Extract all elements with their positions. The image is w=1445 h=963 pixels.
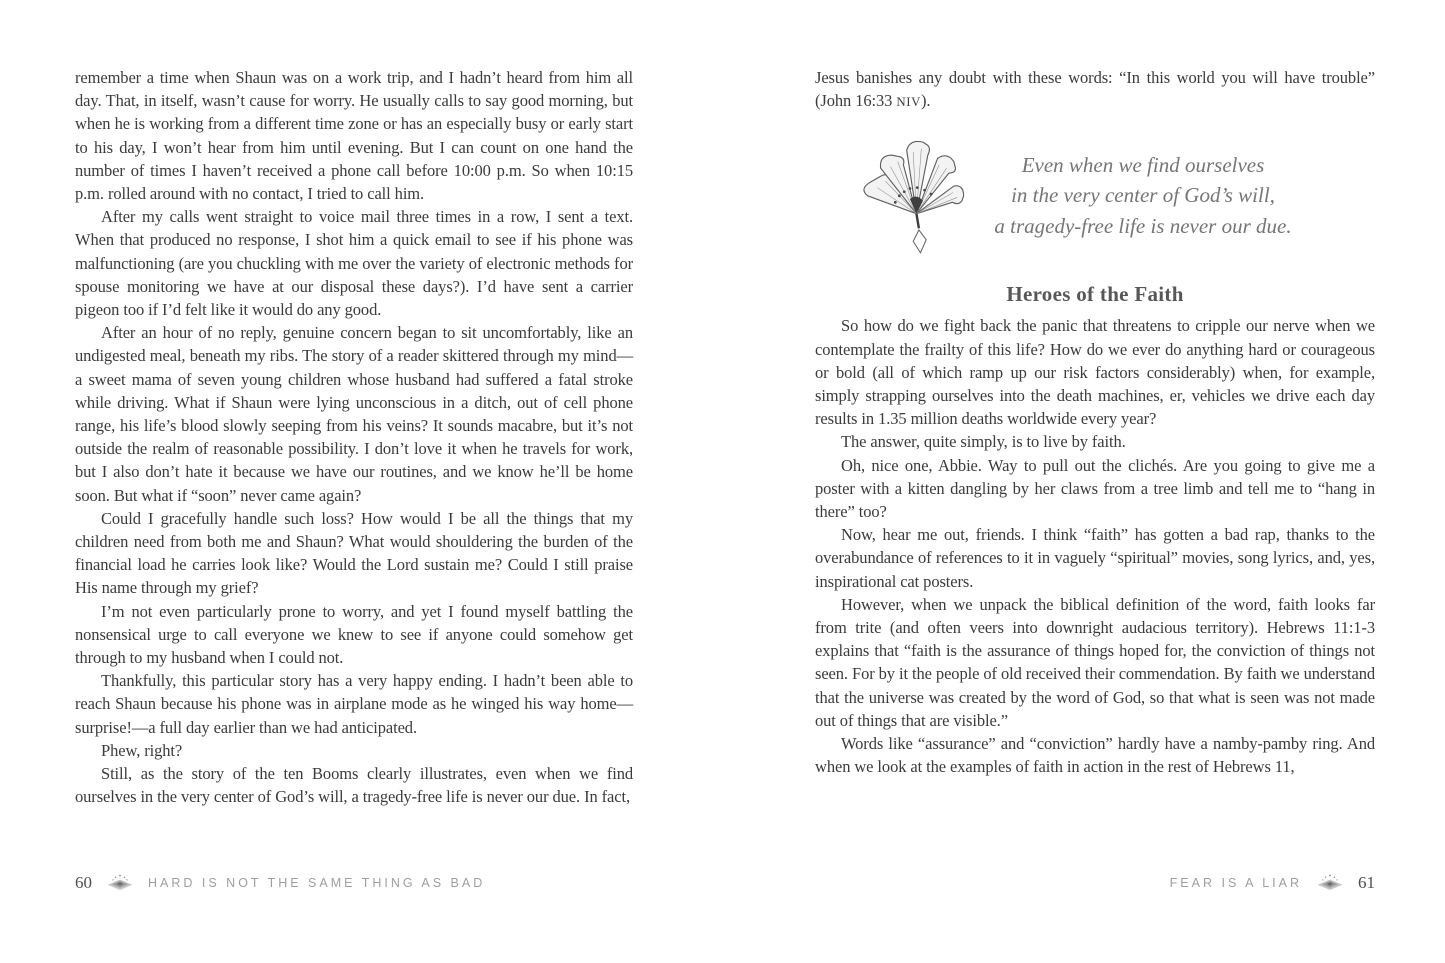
page-number: 61 bbox=[1358, 873, 1375, 892]
paragraph: I’m not even particularly prone to worry, and yet I found myself battling the nonsensical urge to call everyone we knew to see if anyone could somehow get through to my husband when I could not. bbox=[75, 601, 633, 668]
running-head: HARD IS NOT THE SAME THING AS BAD bbox=[148, 876, 486, 890]
page-number: 60 bbox=[75, 873, 92, 892]
paragraph: Words like “assurance” and “conviction” hardly have a namby-pamby ring. And when we look at the examples of faith in action in the rest of Hebrews 11, bbox=[815, 734, 1375, 777]
opening-text-end: ). bbox=[920, 91, 931, 111]
fan-ornament-icon bbox=[105, 872, 135, 894]
fan-ornament-icon bbox=[1315, 872, 1345, 894]
paragraph: Phew, right? bbox=[101, 740, 183, 760]
pull-quote bbox=[981, 150, 1305, 242]
paragraph: The answer, quite simply, is to live by faith. bbox=[841, 432, 1126, 452]
pull-quote-line: a tragedy-free life is never our due. bbox=[994, 213, 1292, 238]
fan-illustration bbox=[853, 124, 975, 266]
paragraph: After my calls went straight to voice mail three times in a row, I sent a text. When that produced no response, I shot him a quick email to see if his phone was malfunctioning (are you chuckling with me over the variety of electronic methods for spouse monitoring we have at our disposal these days?). I’d have sent a carrier pigeon too if I’d felt like it would do any good. bbox=[75, 207, 633, 320]
paragraph: Thankfully, this particular story has a very happy ending. I hadn’t been able to reach Shaun because his phone was in airplane mode as he winged his way home—surprise!—a full day earlier than we had anticipated. bbox=[75, 671, 633, 737]
bible-version-abbr: NIV bbox=[896, 95, 921, 110]
opening-text: Jesus banishes any doubt with these words: “In this world you will have trouble” (John 16:33 bbox=[815, 68, 1375, 111]
paragraph: So how do we fight back the panic that threatens to cripple our nerve when we contemplate the frailty of this life? How do we ever do anything hard or courageous or bold (all of which ramp up our risk factors considerably) when, for example, simply strapping ourselves into the death machines, er, vehicles we drive each day results in 1.35 million deaths worldwide every year? bbox=[815, 316, 1375, 429]
paragraph: Oh, nice one, Abbie. Way to pull out the clichés. Are you going to give me a poster with a kitten dangling by her claws from a tree limb and tell me to “hang in there” too? bbox=[815, 455, 1375, 522]
footer-left bbox=[75, 872, 485, 894]
section-heading: Heroes of the Faith bbox=[1006, 282, 1184, 307]
running-head: FEAR IS A LIAR bbox=[1169, 876, 1302, 890]
paragraph: Now, hear me out, friends. I think “faith” has gotten a bad rap, thanks to the overabundance of references to it in vaguely “spiritual” movies, song lyrics, and, yes, inspirational cat posters. bbox=[815, 525, 1375, 591]
footer-right bbox=[1170, 872, 1375, 894]
paragraph bbox=[815, 66, 1375, 114]
paragraph: Still, as the story of the ten Booms clearly illustrates, even when we find ourselves in the very center of God’s will, a tragedy-free life is never our due. In fact, bbox=[75, 764, 633, 807]
paragraph: Could I gracefully handle such loss? How would I be all the things that my children need from both me and Shaun? What would shouldering the burden of the financial load he carries look like? Would the Lord sustain me? Could I still praise His name through my grief? bbox=[75, 508, 633, 598]
paragraph: However, when we unpack the biblical definition of the word, faith looks far from trite (and often veers into downright audacious territory). Hebrews 11:1-3 explains that “faith is the assurance of things hoped for, the conviction of things not seen. For by it the people of old received their commendation. By faith we understand that the universe was created by the word of God, so that what is seen was not made out of things that are visible.” bbox=[815, 594, 1375, 730]
page-left bbox=[75, 66, 633, 809]
page-right bbox=[815, 66, 1375, 778]
pull-quote-block bbox=[853, 124, 1305, 266]
pull-quote-line: in the very center of God’s will, bbox=[1011, 183, 1275, 208]
paragraph: remember a time when Shaun was on a work trip, and I hadn’t heard from him all day. That, in itself, wasn’t cause for worry. He usually calls to say good morning, but when he is working from a different time zone or has an especially busy or early start to his day, I won’t hear from him until evening. But I can count on one hand the number of times I haven’t received a phone call before 10:00 p.m. So when 10:15 p.m. rolled around with no contact, I tried to call him. bbox=[75, 68, 633, 204]
paragraph: After an hour of no reply, genuine concern began to sit uncomfortably, like an undigested meal, beneath my ribs. The story of a reader skittered through my mind—a sweet mama of seven young children whose husband had suffered a fatal stroke while driving. What if Shaun were lying unconscious in a ditch, out of cell phone range, his life’s blood slowly seeping from his veins? It sounds macabre, but it’s not outside the realm of reasonable possibility. I don’t love it when he travels for work, but I also don’t hate it because we have our routines, and we know he’ll be home soon. But what if “soon” never came again? bbox=[75, 323, 633, 505]
pull-quote-line: Even when we find ourselves bbox=[1021, 152, 1265, 177]
